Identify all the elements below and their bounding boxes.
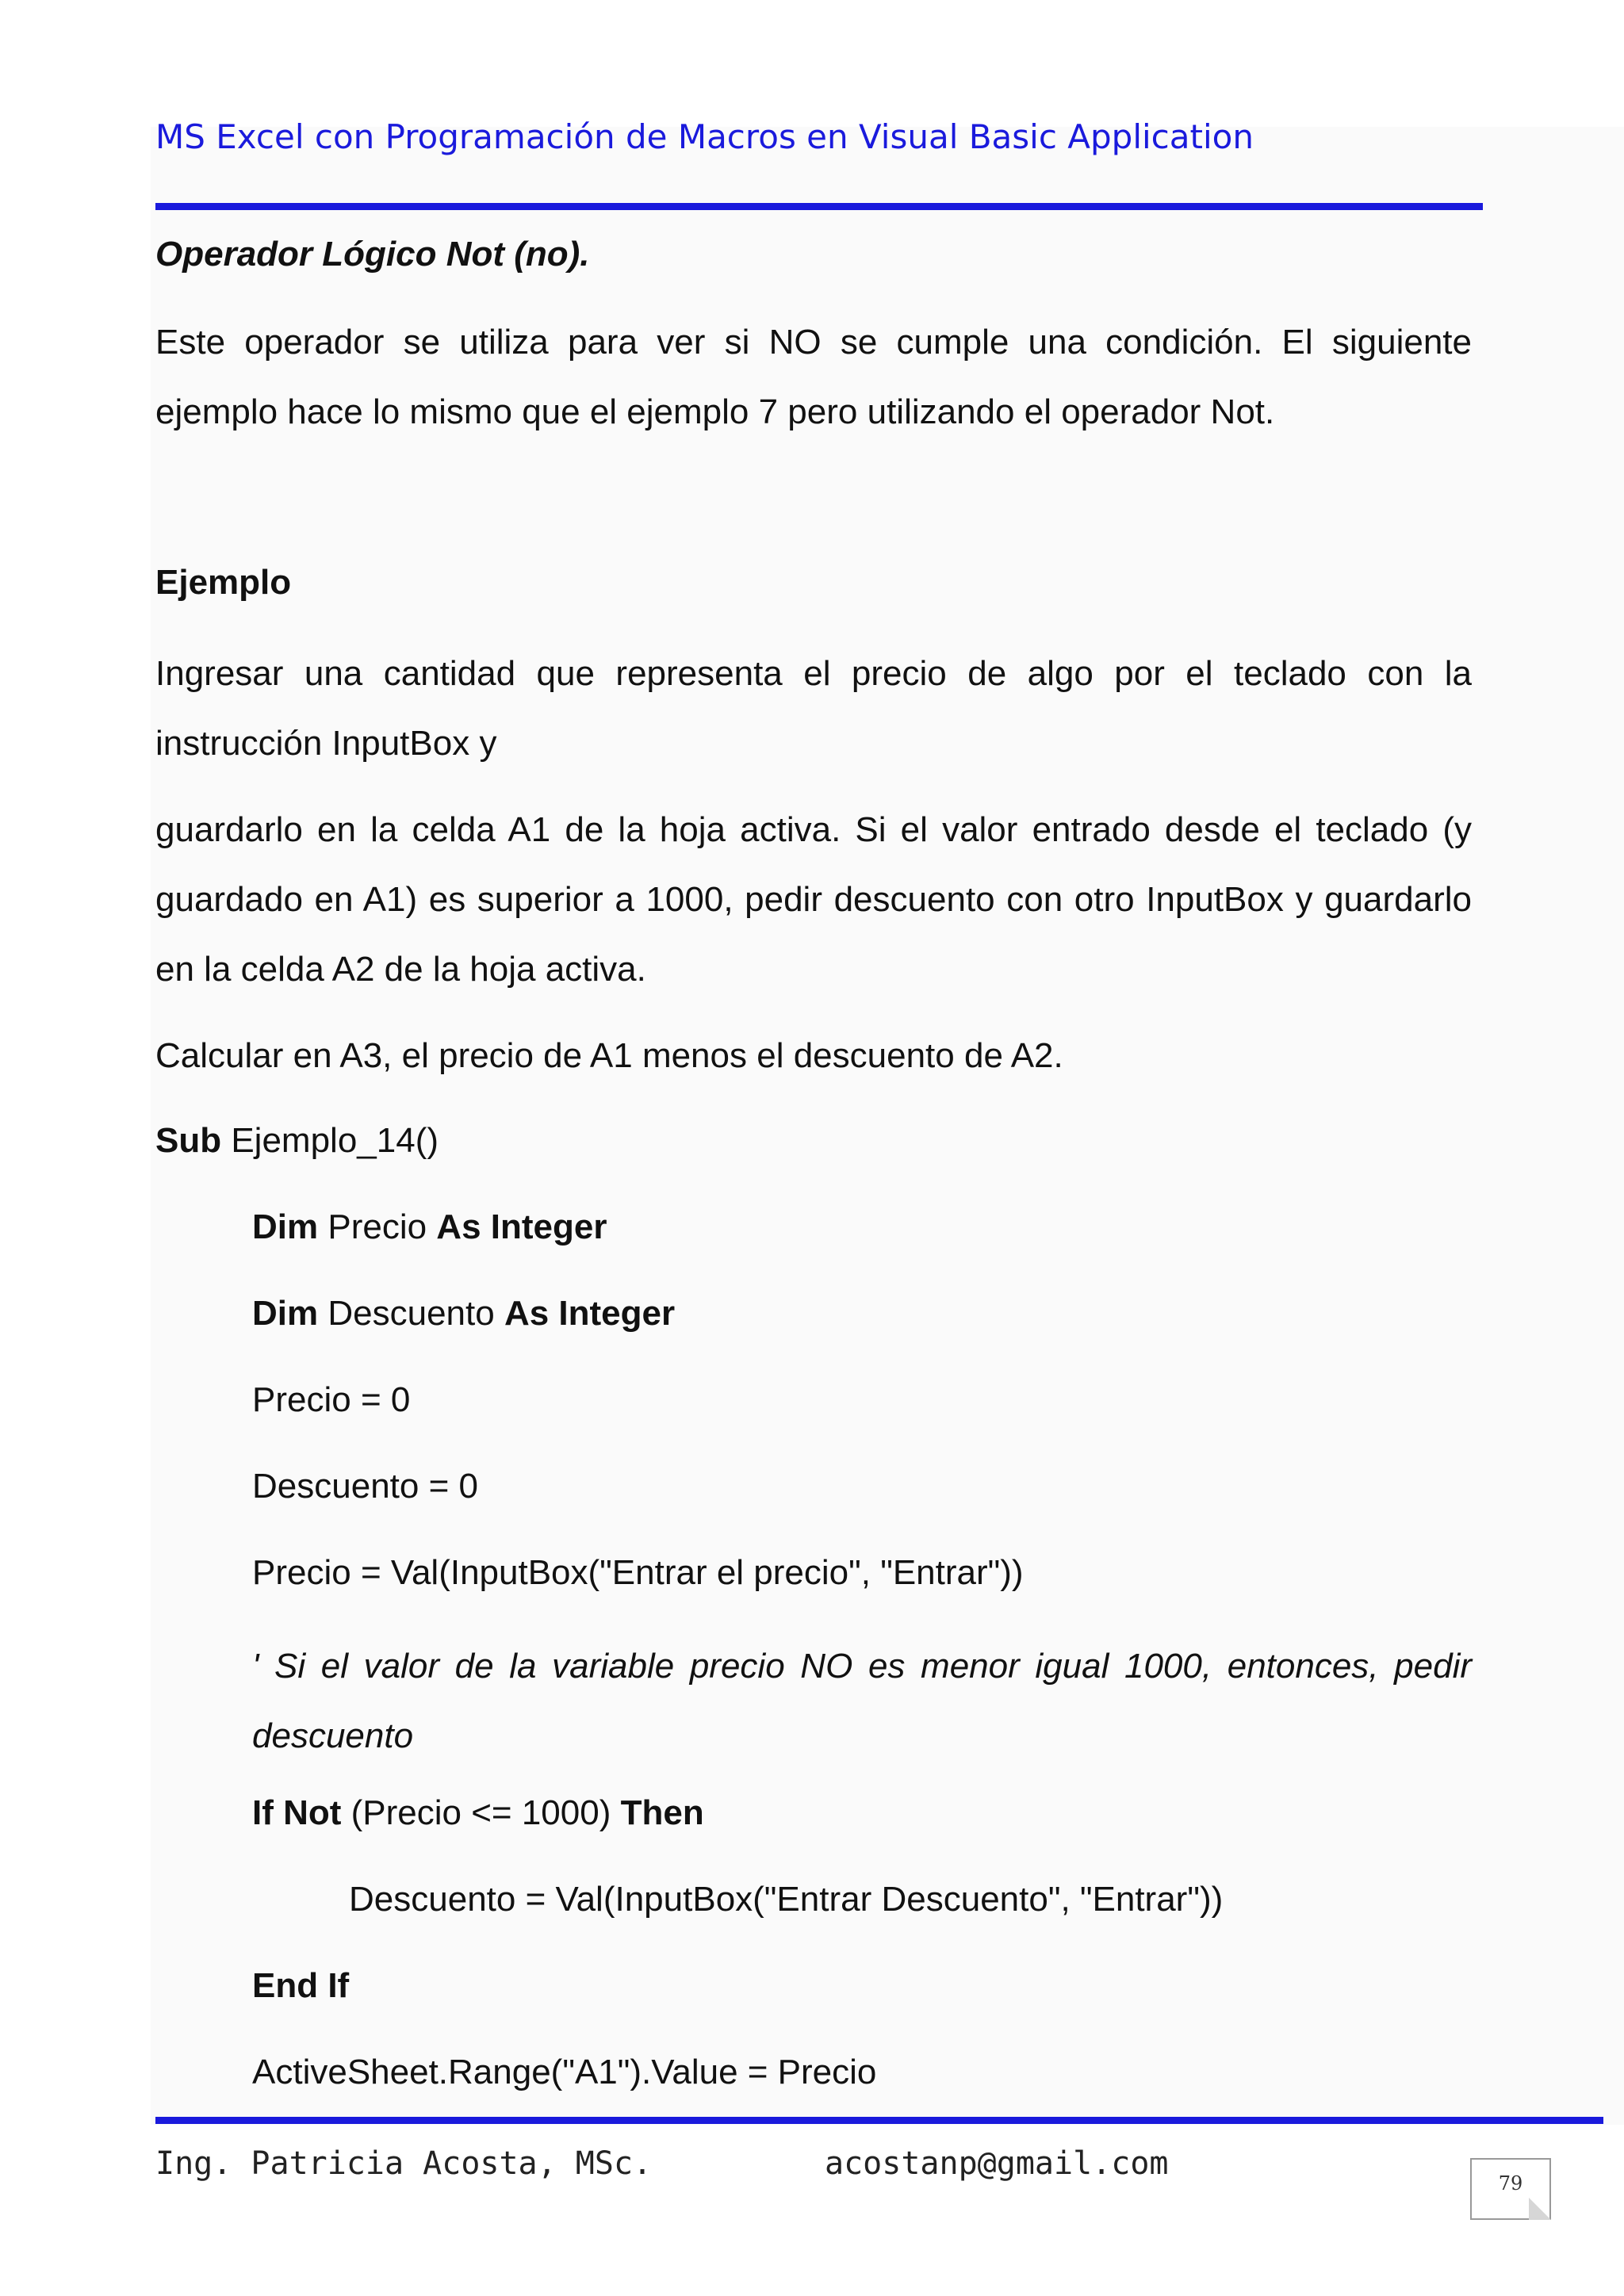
keyword-if-not: If Not [252, 1793, 342, 1832]
code-activesheet: ActiveSheet.Range("A1").Value = Precio [252, 2053, 877, 2091]
example-heading: Ejemplo [155, 563, 292, 602]
section-title: Operador Lógico Not (no). [155, 235, 590, 274]
code-sub-line [155, 1121, 439, 1161]
code-descuento-zero: Descuento = 0 [252, 1467, 478, 1506]
var-descuento: Descuento [318, 1294, 504, 1333]
example-paragraph-3: Calcular en A3, el precio de A1 menos el descuento de A2. [155, 1036, 1063, 1075]
code-dim-descuento [252, 1294, 675, 1334]
page-number: 79 [1498, 2172, 1523, 2195]
running-header: MS Excel con Programación de Macros en Visual Basic Application [155, 117, 1254, 156]
header-divider [155, 203, 1483, 210]
code-end-if: End If [252, 1966, 350, 2005]
keyword-as-integer: As Integer [504, 1294, 676, 1333]
footer-divider [155, 2117, 1603, 2124]
code-if-not [252, 1793, 704, 1833]
footer-email: acostanp@gmail.com [825, 2145, 1169, 2182]
if-condition: (Precio <= 1000) [341, 1793, 621, 1832]
intro-paragraph: Este operador se utiliza para ver si NO se cumple una condición. El siguiente ejemplo hace lo mismo que el ejemplo 7 pero utilizando el operador Not. [155, 323, 1472, 431]
keyword-dim: Dim [252, 1207, 319, 1246]
code-precio-zero: Precio = 0 [252, 1380, 411, 1419]
footer-author: Ing. Patricia Acosta, MSc. [155, 2145, 653, 2182]
example-paragraph-1: Ingresar una cantidad que representa el precio de algo por el teclado con la instrucción InputBox y [155, 654, 1472, 763]
var-precio: Precio [318, 1207, 437, 1246]
keyword-as-integer: As Integer [436, 1207, 607, 1246]
sub-name: Ejemplo_14() [221, 1121, 439, 1160]
keyword-sub: Sub [155, 1121, 222, 1160]
keyword-then: Then [620, 1793, 704, 1832]
code-dim-precio [252, 1207, 607, 1247]
code-descuento-input: Descuento = Val(InputBox("Entrar Descuento", "Entrar")) [349, 1880, 1224, 1919]
example-paragraph-2: guardarlo en la celda A1 de la hoja activa. Si el valor entrado desde el teclado (y guardado en A1) es superior a 1000, pedir descuento con otro InputBox y guardarlo en la celda A2 de la hoja activa. [155, 810, 1472, 989]
code-comment: ' Si el valor de la variable precio NO es menor igual 1000, entonces, pedir descuento [252, 1647, 1472, 1755]
page-number-box [1470, 2158, 1551, 2220]
keyword-dim: Dim [252, 1294, 319, 1333]
code-precio-input: Precio = Val(InputBox("Entrar el precio", "Entrar")) [252, 1553, 1024, 1592]
